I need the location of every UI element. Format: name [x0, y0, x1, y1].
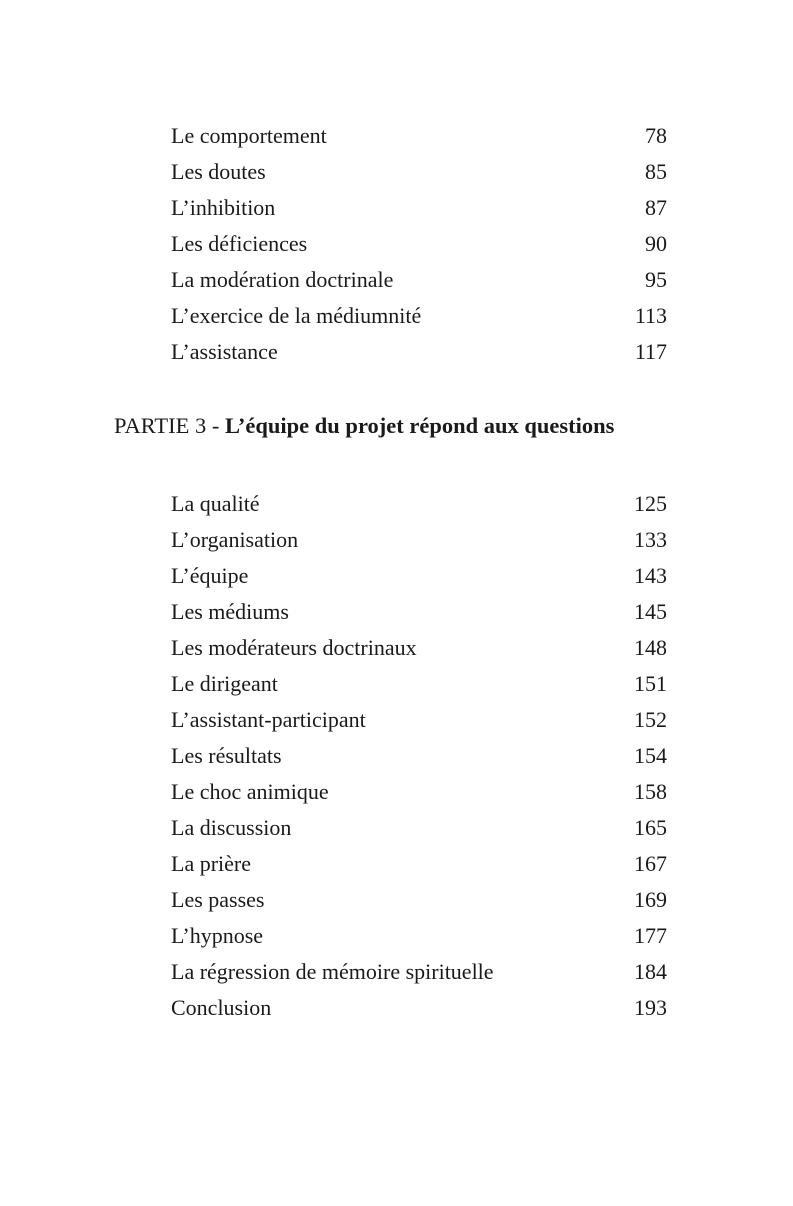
toc-entry-page: 193 [634, 995, 667, 1020]
toc-entry [171, 666, 667, 702]
toc-entry-page: 125 [634, 491, 667, 516]
toc-entry-title: La discussion [171, 815, 292, 840]
toc-entry-title: Les doutes [171, 159, 266, 184]
toc-entry [171, 334, 667, 370]
toc-list-part2-continued [171, 118, 667, 370]
toc-entry [171, 262, 667, 298]
toc-entry-page: 169 [634, 887, 667, 912]
toc-entry [171, 918, 667, 954]
toc-entry-title: Le comportement [171, 123, 327, 148]
toc-entry-title: Conclusion [171, 995, 272, 1020]
toc-entry [171, 846, 667, 882]
toc-entry [171, 486, 667, 522]
toc-entry-page: 151 [634, 671, 667, 696]
toc-entry-title: L’exercice de la médiumnité [171, 303, 422, 328]
toc-entry-title: Les déficiences [171, 231, 308, 256]
toc-entry [171, 154, 667, 190]
toc-list-part3 [171, 486, 667, 1026]
toc-entry [171, 882, 667, 918]
toc-entry [171, 226, 667, 262]
toc-entry-title: La modération doctrinale [171, 267, 394, 292]
part-label: PARTIE 3 - [114, 413, 225, 438]
toc-entry-title: L’inhibition [171, 195, 276, 220]
toc-entry [171, 702, 667, 738]
toc-entry [171, 190, 667, 226]
toc-entry [171, 522, 667, 558]
toc-entry [171, 558, 667, 594]
toc-entry-title: L’hypnose [171, 923, 264, 948]
toc-entry-title: Les résultats [171, 743, 282, 768]
toc-entry [171, 990, 667, 1026]
toc-entry-page: 184 [634, 959, 667, 984]
toc-entry-page: 165 [634, 815, 667, 840]
toc-entry-title: Le dirigeant [171, 671, 278, 696]
toc-entry [171, 594, 667, 630]
toc-entry-title: La qualité [171, 491, 260, 516]
toc-entry [171, 118, 667, 154]
toc-entry-title: L’assistant-participant [171, 707, 366, 732]
toc-entry-page: 154 [634, 743, 667, 768]
toc-entry-page: 145 [634, 599, 667, 624]
part-title: L’équipe du projet répond aux questions [224, 413, 615, 438]
part-heading [114, 408, 614, 444]
toc-entry-page: 90 [645, 231, 667, 256]
toc-entry-page: 177 [634, 923, 667, 948]
toc-entry-page: 158 [634, 779, 667, 804]
toc-entry-title: Les modérateurs doctrinaux [171, 635, 417, 660]
toc-entry-title: L’assistance [171, 339, 278, 364]
toc-entry-page: 117 [634, 339, 667, 364]
toc-entry-page: 148 [634, 635, 667, 660]
toc-entry-page: 85 [645, 159, 667, 184]
toc-entry-page: 78 [645, 123, 667, 148]
toc-entry [171, 774, 667, 810]
toc-entry [171, 954, 667, 990]
toc-entry-page: 167 [634, 851, 667, 876]
toc-entry-page: 133 [634, 527, 667, 552]
toc-entry-page: 95 [645, 267, 667, 292]
toc-entry-title: Les passes [171, 887, 265, 912]
toc-entry-title: La prière [171, 851, 251, 876]
toc-entry-title: Le choc animique [171, 779, 329, 804]
toc-entry-title: Les médiums [171, 599, 289, 624]
toc-entry [171, 298, 667, 334]
toc-entry-page: 113 [634, 303, 667, 328]
toc-entry-page: 87 [645, 195, 667, 220]
toc-entry [171, 810, 667, 846]
toc-entry-page: 152 [634, 707, 667, 732]
toc-entry-page: 143 [634, 563, 667, 588]
toc-entry-title: L’organisation [171, 527, 299, 552]
toc-entry [171, 630, 667, 666]
toc-entry [171, 738, 667, 774]
toc-entry-title: L’équipe [171, 563, 249, 588]
toc-entry-title: La régression de mémoire spirituelle [171, 959, 494, 984]
